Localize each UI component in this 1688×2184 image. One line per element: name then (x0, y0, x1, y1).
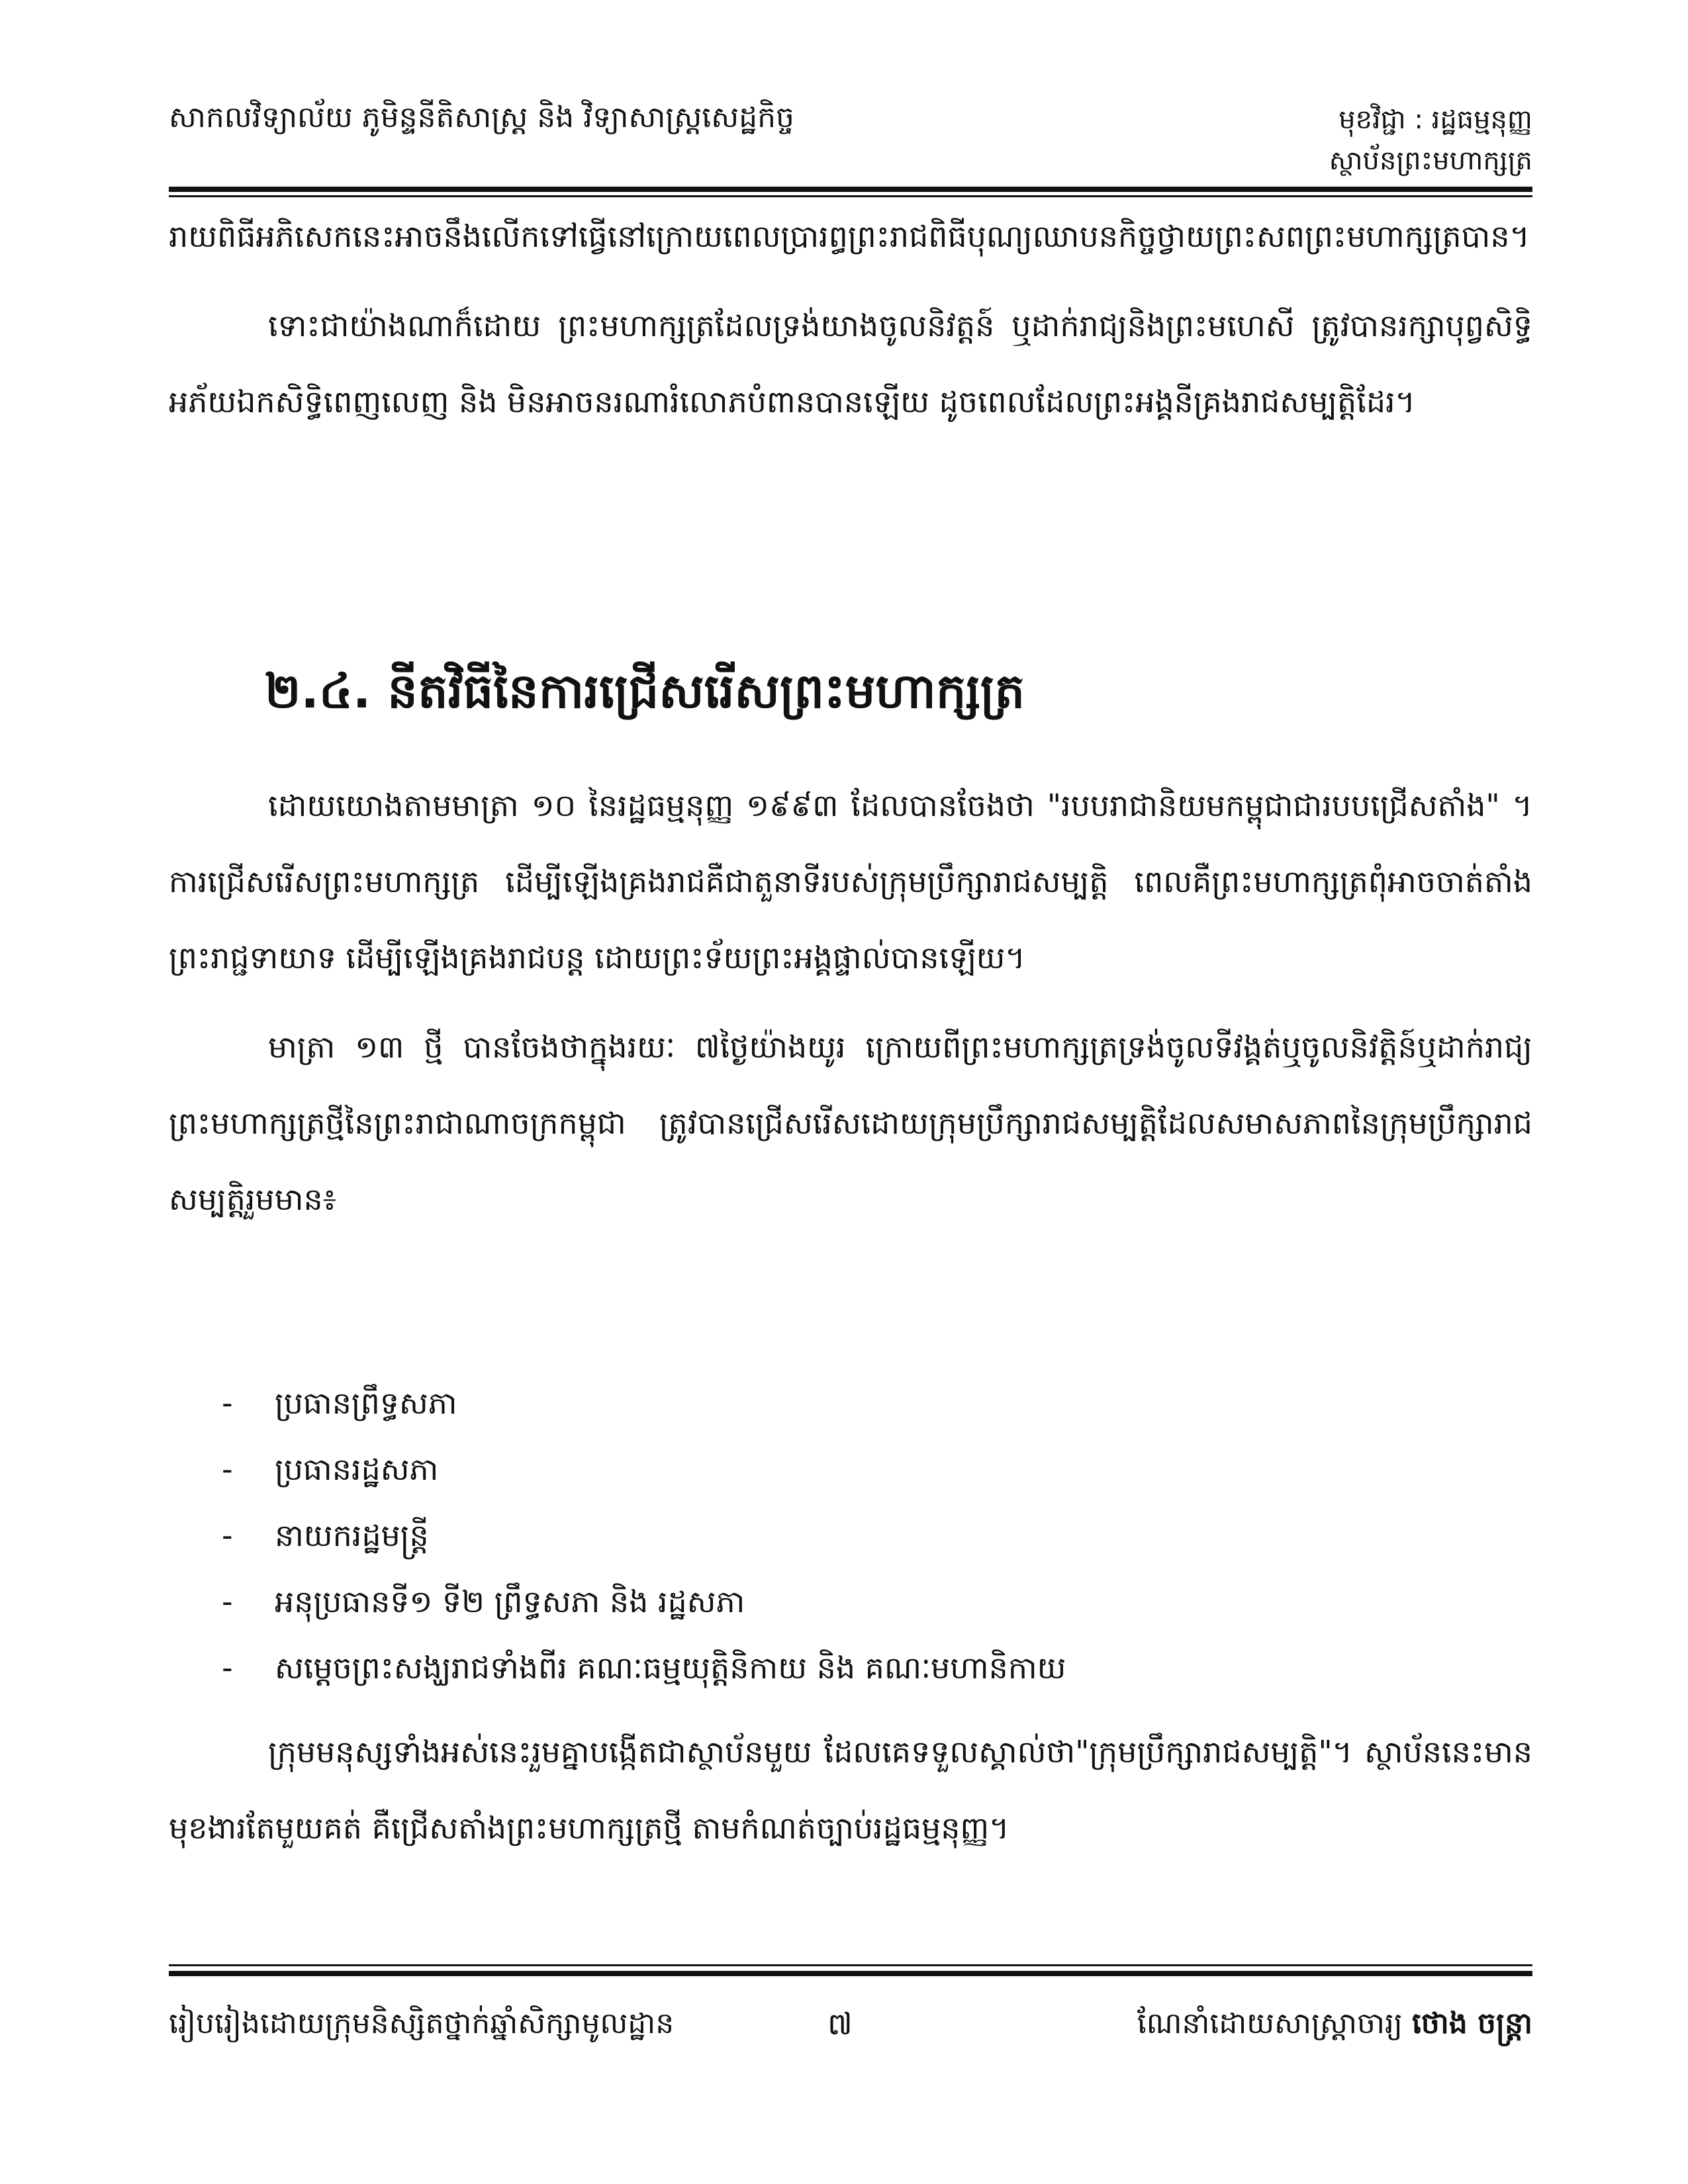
list-item-text: ប្រធានរដ្ឋសភា (275, 1451, 439, 1487)
footer-rule-thick (169, 1971, 1532, 1976)
list-item-text: សម្តេចព្រះសង្ឃរាជទាំងពីរ គណៈធម្មយុត្តិនិកាយ និង គណៈមហានិកាយ (275, 1650, 1066, 1686)
paragraph-article-13: មាត្រា ១៣ ថ្មី បានចែងថាក្នុងរយៈ ៧ថ្ងៃយ៉ាងយូរ ក្រោយពីព្រះមហាក្សត្រទ្រង់ចូលទីវង្គត់ឬចូលនិវត្តិន៍ឬដាក់រាជ្យ ព្រះមហាក្សត្រថ្មីនៃព្រះរាជាណាចក្រកម្ពុជា ត្រូវបានជ្រើសរើសដោយក្រុមប្រឹក្សារាជសម្បត្តិដែលសមាសភាពនៃក្រុមប្រឹក្សារាជសម្បត្តិរួមមាន៖ (169, 1029, 1532, 1217)
page-number: ៧ (827, 2006, 853, 2042)
header-subject (1329, 99, 1532, 181)
list-item (222, 1436, 1066, 1502)
footer-prepared-by: រៀបរៀងដោយក្រុមនិស្សិតថ្នាក់ឆ្នាំសិក្សាមូលដ្ឋាន (169, 2007, 675, 2040)
list-marker: - (222, 1650, 233, 1686)
list-marker: - (222, 1385, 233, 1421)
header-rule-thick (169, 187, 1532, 192)
section-heading: ២.៤. នីតវិធីនៃការជ្រើសរើសព្រះមហាក្សត្រ (265, 663, 1025, 719)
list-item (222, 1569, 1066, 1635)
body-top (169, 199, 1532, 440)
council-members-list (222, 1370, 1066, 1701)
paragraph-council: ក្រុមមនុស្សទាំងអស់នេះរួមគ្នាបង្កើតជាស្ថាប័នមួយ ដែលគេទទួលស្គាល់ថា"ក្រុមប្រឹក្សារាជសម្បត្តិ"។ ស្ថាប័ននេះមានមុខងារតែមួយគត់ គឺជ្រើសតាំងព្រះមហាក្សត្រថ្មី តាមកំណត់ច្បាប់រដ្ឋធម្មនុញ្ញ។ (169, 1734, 1532, 1846)
footer-advisor-prefix: ណែនាំដោយសាស្ត្រាចារ្យ (1137, 2007, 1403, 2040)
paragraph-article-10: ដោយយោងតាមមាត្រា ១០ នៃរដ្ឋធម្មនុញ្ញ ១៩៩៣ ដែលបានចែងថា "របបរាជានិយមកម្ពុជាជារបបជ្រើសតាំង" ។ ការជ្រើសរើសព្រះមហាក្សត្រ ដើម្បីឡើងគ្រងរាជគឺជាតួនាទីរបស់ក្រុមប្រឹក្សារាជសម្បត្តិ ពេលគឺព្រះមហាក្សត្រពុំអាចចាត់តាំងព្រះរាជ្ជទាយាទ ដើម្បីឡើងគ្រងរាជបន្ត ដោយព្រះទ័យព្រះអង្គផ្ទាល់បានឡើយ។ (169, 788, 1532, 976)
header-rule-thin (169, 195, 1532, 197)
list-marker: - (222, 1518, 233, 1553)
list-marker: - (222, 1584, 233, 1619)
paragraph-coronation: រាយពិធីអភិសេកនេះអាចនឹងលើកទៅធ្វើនៅក្រោយពេលប្រារព្ធព្រះរាជពិធីបុណ្យឈាបនកិច្ចថ្វាយព្រះសពព្រះមហាក្សត្របាន។ (169, 218, 1530, 254)
list-item (222, 1370, 1066, 1436)
list-item-text: អនុប្រធានទី១ ទី២ ព្រឹទ្ធសភា និង រដ្ឋសភា (275, 1584, 745, 1619)
header-subject-line1: មុខវិជ្ជា : រដ្ឋធម្មនុញ្ញ (1338, 105, 1532, 135)
list-item-text: នាយករដ្ឋមន្ត្រី (275, 1518, 429, 1553)
header-subject-line2: ស្ថាប័នព្រះមហាក្សត្រ (1329, 146, 1532, 176)
footer-advisor-name: ថោង ចន្ត្រា (1411, 2007, 1532, 2040)
footer-rule-thin (169, 1964, 1532, 1966)
list-marker: - (222, 1451, 233, 1487)
paragraph-retired-king: ទោះជាយ៉ាងណាក៏ដោយ ព្រះមហាក្សត្រដែលទ្រង់យាងចូលនិវត្តន៍ ឬដាក់រាជ្យនិងព្រះមហេសី ត្រូវបានរក្សាបុព្វសិទ្ធិ អភ័យឯកសិទ្ធិពេញលេញ និង មិនអាចនរណារំលោភបំពានបានឡើយ ដូចពេលដែលព្រះអង្គនីគ្រងរាជសម្បត្តិដែរ។ (169, 308, 1532, 420)
header-university: សាកលវិទ្យាល័យ ភូមិន្ទនីតិសាស្ត្រ និង វិទ្យាសាស្ត្រសេដ្ឋកិច្ច (169, 101, 794, 134)
list-item (222, 1502, 1066, 1569)
footer-advisor (1137, 2005, 1532, 2048)
body-bottom (169, 1714, 1532, 1866)
list-item (222, 1635, 1066, 1701)
list-item-text: ប្រធានព្រឹទ្ធសភា (275, 1385, 457, 1421)
body-mid (169, 768, 1532, 1238)
